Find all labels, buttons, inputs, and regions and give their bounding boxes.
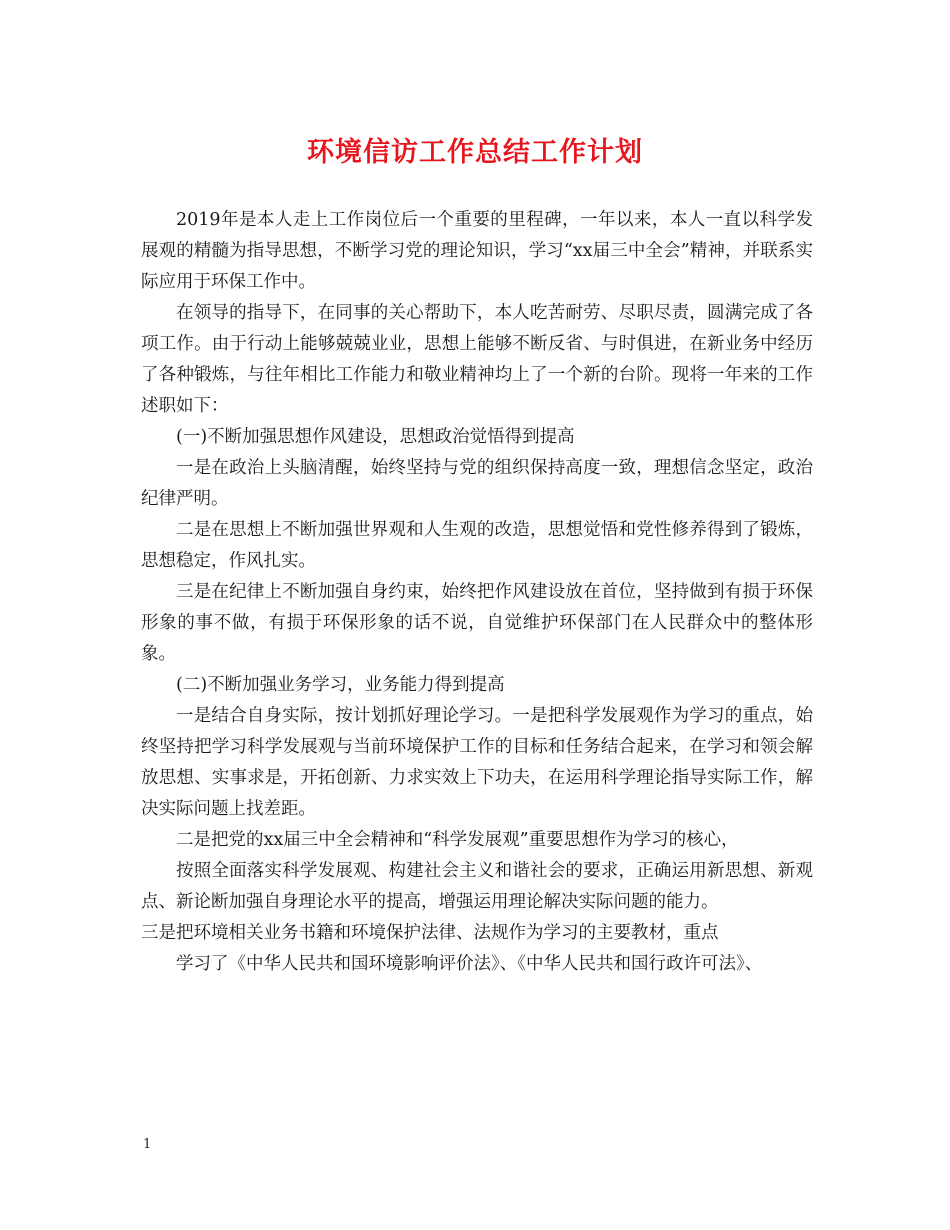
paragraph: 按照全面落实科学发展观、构建社会主义和谐社会的要求，正确运用新思想、新观点、新论断加强自身理论水平的提高，增强运用理论解决实际问题的能力。 <box>141 861 813 912</box>
paragraph: 在领导的指导下，在同事的关心帮助下，本人吃苦耐劳、尽职尽责，圆满完成了各项工作。由于行动上能够兢兢业业，思想上能够不断反省、与时俱进，在新业务中经历了各种锻炼，与往年相比工作能力和敬业精神均上了一个新的台阶。现将一年来的工作述职如下： <box>141 303 813 416</box>
paragraph: 学习了《中华人民共和国环境影响评价法》、《中华人民共和国行政许可法》、 <box>176 954 763 974</box>
paragraph: 三是在纪律上不断加强自身约束，始终把作风建设放在首位，坚持做到有损于环保形象的事不做，有损于环保形象的话不说，自觉维护环保部门在人民群众中的整体形象。 <box>141 582 813 664</box>
document-title: 环境信访工作总结工作计划 <box>307 137 643 168</box>
paragraph: 一是结合自身实际，按计划抓好理论学习。一是把科学发展观作为学习的重点，始终坚持把学习科学发展观与当前环境保护工作的目标和任务结合起来，在学习和领会解放思想、实事求是，开拓创新、力求实效上下功夫，在运用科学理论指导实际工作，解决实际问题上找差距。 <box>141 706 813 819</box>
paragraph: 二是把党的xx届三中全会精神和“科学发展观”重要思想作为学习的核心， <box>176 830 739 850</box>
section-heading: (二)不断加强业务学习，业务能力得到提高 <box>176 675 505 695</box>
page-number: 1 <box>143 1137 152 1152</box>
paragraph: 二是在思想上不断加强世界观和人生观的改造，思想觉悟和党性修养得到了锻炼，思想稳定，作风扎实。 <box>141 520 813 571</box>
paragraph: 一是在政治上头脑清醒，始终坚持与党的组织保持高度一致，理想信念坚定，政治纪律严明。 <box>141 458 813 509</box>
paragraph: 三是把环境相关业务书籍和环境保护法律、法规作为学习的主要教材，重点 <box>141 923 719 943</box>
paragraph: 2019年是本人走上工作岗位后一个重要的里程碑，一年以来，本人一直以科学发展观的精髓为指导思想，不断学习党的理论知识，学习“xx届三中全会”精神，并联系实际应用于环保工作中。 <box>141 210 813 292</box>
section-heading: (一)不断加强思想作风建设，思想政治觉悟得到提高 <box>176 427 575 447</box>
document-body <box>141 205 813 980</box>
